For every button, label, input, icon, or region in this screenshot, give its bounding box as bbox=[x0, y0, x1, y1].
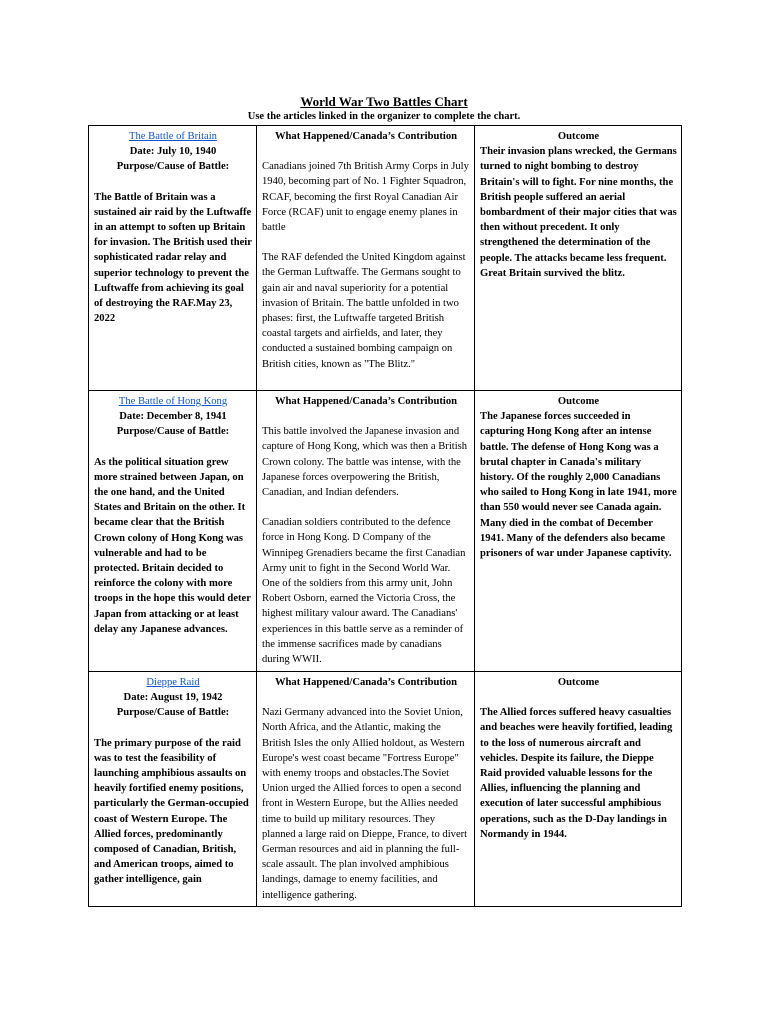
battles-chart-table bbox=[88, 125, 682, 907]
purpose-heading: Purpose/Cause of Battle: bbox=[116, 426, 230, 438]
contribution-paragraph: This battle involved the Japanese invasion and capture of Hong Kong, which was then a British Crown colony. The battle was intense, with the Japanese forces overpowering the British, Canadian, and Indian defenders. bbox=[262, 426, 468, 499]
battle-link[interactable]: The Battle of Hong Kong bbox=[118, 396, 228, 407]
outcome-cell bbox=[475, 391, 682, 672]
battle-link[interactable]: The Battle of Britain bbox=[129, 131, 217, 142]
outcome-heading: Outcome bbox=[557, 677, 600, 688]
outcome-text: The Japanese forces succeeded in capturing Hong Kong after an intense battle. The defense of Hong Kong was a brutal chapter in Canada's military history. Of the roughly 2,000 Canadians who sailed to Hong Kong in late 1941, more than 550 would never see Canada again. Many died in the combat of December 1941. Many of the defenders also became prisoners of war under Japanese captivity. bbox=[480, 411, 677, 560]
outcome-text: The Allied forces suffered heavy casualties and beaches were heavily fortified, leading to the loss of numerous aircraft and vehicles. Despite its failure, the Dieppe Raid provided valuable lessons for the Allies, influencing the planning and execution of later successful amphibious operations, such as the D-Day landings in Normandy in 1944. bbox=[480, 707, 673, 840]
battle-date: Date: July 10, 1940 bbox=[129, 146, 217, 158]
contribution-paragraph: Canadian soldiers contributed to the defence force in Hong Kong. D Company of the Winnipeg Grenadiers became the first Canadian Army unit to fight in the Second World War. One of the soldiers from this army unit, John Robert Osborn, earned the Victoria Cross, the highest military valour award. The Canadians' experiences in this battle serve as a reminder of the immense sacrifices made by canadians during WWII. bbox=[262, 517, 466, 666]
outcome-heading: Outcome bbox=[557, 131, 600, 142]
outcome-cell bbox=[475, 126, 682, 391]
purpose-text: The primary purpose of the raid was to test the feasibility of launching amphibious assaults on heavily fortified enemy positions, particularly the German-occupied coast of Western Europe. The Allied forces, predominantly composed of Canadian, British, and American troops, aimed to gather intelligence, gain bbox=[94, 737, 249, 886]
battle-date: Date: December 8, 1941 bbox=[119, 411, 227, 423]
page-title: World War Two Battles Chart bbox=[300, 94, 468, 109]
battle-date: Date: August 19, 1942 bbox=[123, 692, 223, 704]
purpose-text: As the political situation grew more strained between Japan, on the one hand, and the United States and Britain on the other. It became clear that the British Crown colony of Hong Kong was vulnerable and had to be protected. Britain decided to reinforce the colony with more troops in the hope this would deter Japan from attacking or at least delay any Japanese advances. bbox=[94, 456, 251, 635]
outcome-cell bbox=[475, 672, 682, 907]
purpose-text: The Battle of Britain was a sustained air raid by the Luftwaffe in an attempt to soften up Britain for invasion. The British used their sophisticated radar relay and superior technology to prevent the Luftwaffe from achieving its goal of destroying the RAF.May 23, 2022 bbox=[94, 191, 252, 325]
contribution-cell bbox=[257, 126, 475, 391]
contribution-heading: What Happened/Canada’s Contribution bbox=[274, 677, 458, 688]
table-row bbox=[89, 391, 682, 672]
outcome-text: Their invasion plans wrecked, the Germans turned to night bombing to destroy Britain's will to fight. For nine months, the British people suffered an aerial bombardment of their major cities that was then without precedent. It only strengthened the determination of the people. The attacks became less frequent. Great Britain survived the blitz. bbox=[480, 146, 677, 279]
contribution-paragraph: Nazi Germany advanced into the Soviet Union, North Africa, and the Atlantic, making the British Isles the only Allied holdout, as Western Europe's west coast became "Fortress Europe" with enemy troops and obstacles.The Soviet Union urged the Allied forces to open a second front in Western Europe, but the Allies needed time to build up military resources. They planned a large raid on Dieppe, France, to divert German resources and aid in planning the full-scale assault. The plan involved amphibious landings, damage to enemy facilities, and intelligence gathering. bbox=[262, 707, 468, 901]
purpose-heading: Purpose/Cause of Battle: bbox=[116, 161, 230, 173]
outcome-heading: Outcome bbox=[557, 396, 600, 407]
table-row bbox=[89, 672, 682, 907]
battle-info-cell bbox=[89, 126, 257, 391]
battle-info-cell bbox=[89, 672, 257, 907]
table-row bbox=[89, 126, 682, 391]
page-subtitle: Use the articles linked in the organizer to complete the chart. bbox=[247, 111, 521, 122]
contribution-paragraph: Canadians joined 7th British Army Corps in July 1940, becoming part of No. 1 Fighter Squadron, RCAF, becoming the first Royal Canadian Air Force (RCAF) unit to engage enemy planes in battle bbox=[262, 161, 469, 234]
contribution-cell bbox=[257, 672, 475, 907]
contribution-heading: What Happened/Canada’s Contribution bbox=[274, 396, 458, 407]
contribution-heading: What Happened/Canada’s Contribution bbox=[274, 131, 458, 142]
battle-info-cell bbox=[89, 391, 257, 672]
contribution-paragraph: The RAF defended the United Kingdom against the German Luftwaffe. The Germans sought to gain air and naval superiority for a potential invasion of Britain. The battle unfolded in two phases: first, the Luftwaffe targeted British coastal targets and airfields, and later, they conducted a sustained bombing campaign on British cities, known as "The Blitz." bbox=[262, 252, 466, 370]
purpose-heading: Purpose/Cause of Battle: bbox=[116, 707, 230, 719]
contribution-cell bbox=[257, 391, 475, 672]
battle-link[interactable]: Dieppe Raid bbox=[146, 677, 200, 688]
